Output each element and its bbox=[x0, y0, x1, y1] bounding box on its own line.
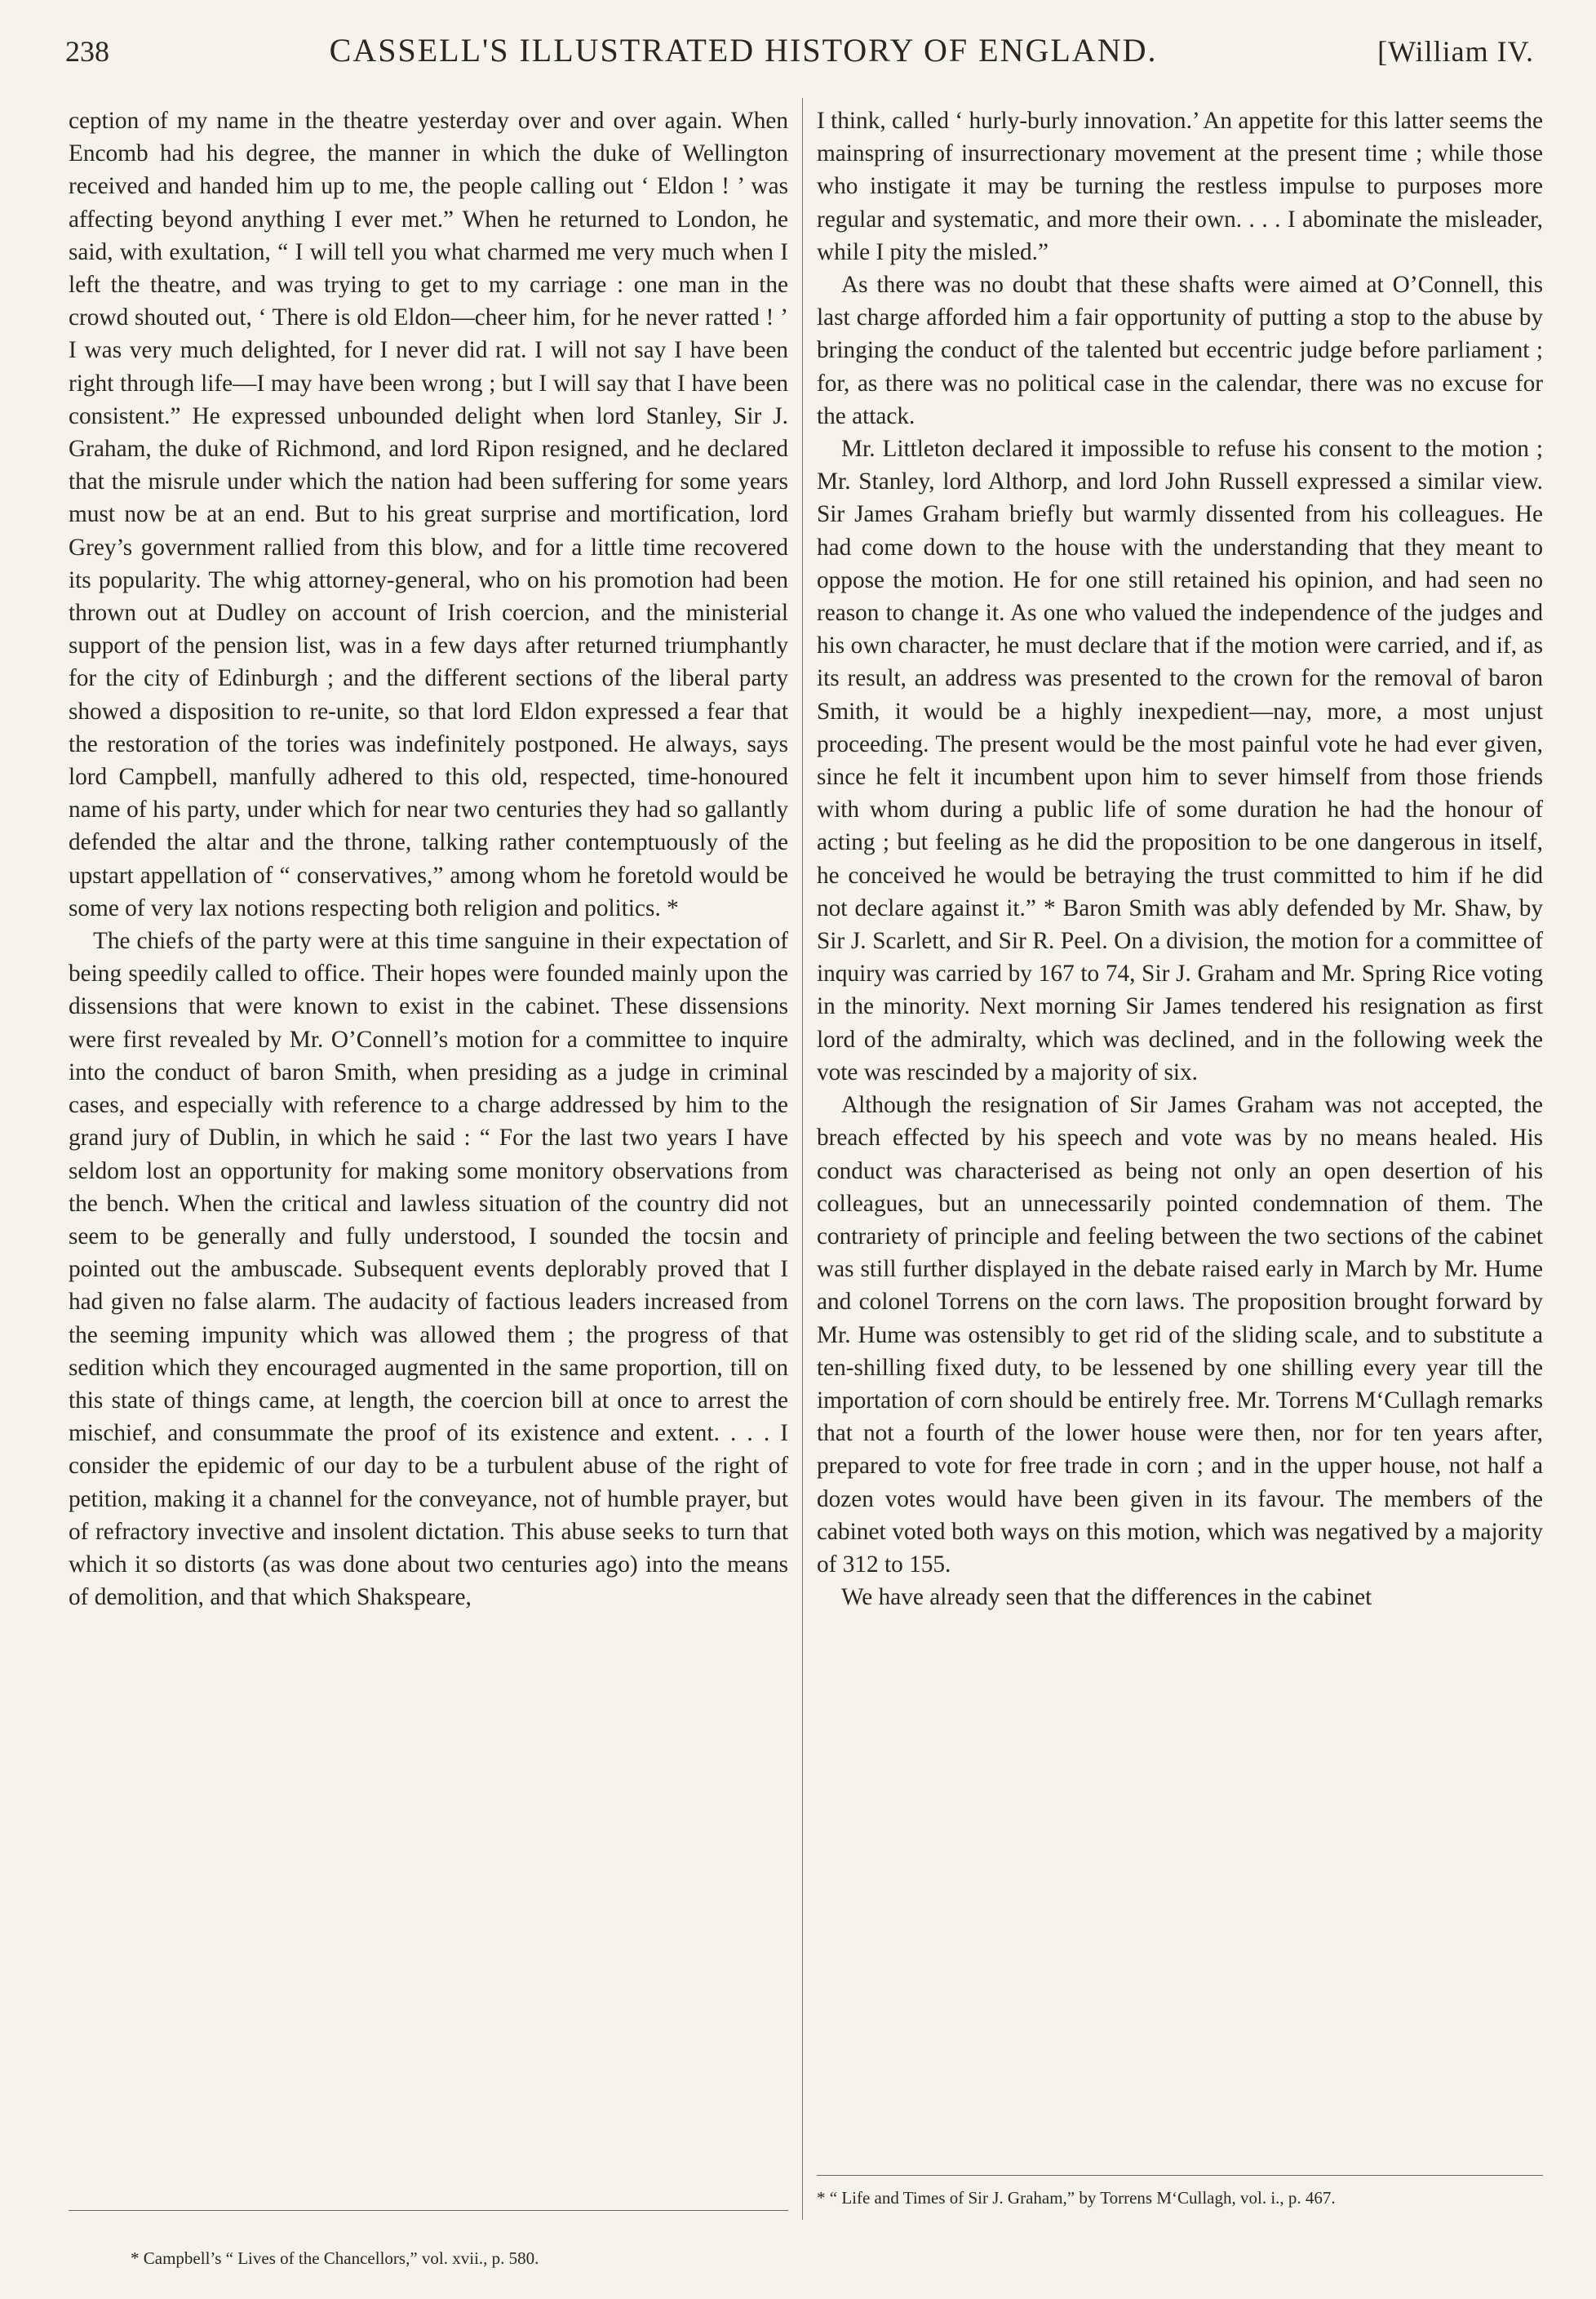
footnote-divider bbox=[817, 2175, 1543, 2176]
page-number: 238 bbox=[65, 35, 109, 68]
paragraph: The chiefs of the party were at this time sanguine in their expectation of being speedily called to office. Their hopes were founded mainly upon the dissensions that were known to exist in the cabinet. These dissensions were first revealed by Mr. O’Connell’s motion for a committee to inquire into the conduct of baron Smith, when presiding as a judge in criminal cases, and especially with reference to a charge addressed by him to the grand jury of Dublin, in which he said : “ For the last two years I have seldom lost an opportunity for making some monitory observations from the bench. When the critical and lawless situation of the country did not seem to be generally and fully understood, I sounded the tocsin and pointed out the ambuscade. Subsequent events deplorably proved that I had given no false alarm. The audacity of factious leaders increased from the seeming impunity which was allowed them ; the progress of that sedition which they encouraged augmented in the same proportion, till on this state of things came, at length, the coercion bill at once to arrest the mischief, and consummate the proof of its existence and extent. . . . I consider the epidemic of our day to be a turbulent abuse of the right of petition, making it a channel for the conveyance, not of humble prayer, but of refractory invective and insolent dictation. This abuse seeks to turn that which it so distorts (as was done about two centuries ago) into the means of demolition, and that which Shakspeare, bbox=[69, 928, 788, 1611]
paragraph: Mr. Littleton declared it impossible to refuse his consent to the motion ; Mr. Stanley, lord Althorp, and lord John Russell expressed a similar view. Sir James Graham briefly but warmly dissented from his colleagues. He had come down to the house with the understanding that they meant to oppose the motion. He for one still retained his opinion, and had seen no reason to change it. As one who valued the independence of the judges and his own character, he must declare that if the motion were carried, and if, as its result, an address was presented to the crown for the removal of baron Smith, it would be a highly inexpedient—nay, more, a most unjust proceeding. The present would be the most painful vote he had ever given, since he felt it incumbent upon him to sever himself from those friends with whom during a public life of some duration he had the honour of acting ; but feeling as he did the proposition to be one dangerous in itself, he conceived he would be betraying the trust committed to him if he did not declare against it.” * Baron Smith was ably defended by Mr. Shaw, by Sir J. Scarlett, and Sir R. Peel. On a division, the motion for a committee of inquiry was carried by 167 to 74, Sir J. Graham and Mr. Spring Rice voting in the minority. Next morning Sir James tendered his resignation as first lord of the admiralty, which was declined, and in the following week the vote was rescinded by a majority of six. bbox=[817, 436, 1543, 1085]
section-label: [William IV. bbox=[1377, 35, 1534, 68]
paragraph: We have already seen that the differences in the cabinet bbox=[841, 1584, 1372, 1611]
paragraph: ception of my name in the theatre yesterday over and over again. When Encomb had his degree, the manner in which the duke of Wellington received and handed him up to me, the people calling out ‘ Eldon ! ’ was affecting beyond anything I ever met.” When he returned to London, he said, with exultation, “ I will tell you what charmed me very much when I left the theatre, and was trying to get to my carriage : one man in the crowd shouted out, ‘ There is old Eldon—cheer him, for he never ratted ! ’ I was very much delighted, for I never did rat. I will not say I have been right through life—I may have been wrong ; but I will say that I have been consistent.” He expressed unbounded delight when lord Stanley, Sir J. Graham, the duke of Richmond, and lord Ripon resigned, and he declared that the misrule under which the nation had been suffering for some years must now be at an end. But to his great surprise and mortification, lord Grey’s government rallied from this blow, and for a little time recovered its popularity. The whig attorney-general, who on his promotion had been thrown out at Dudley on account of Irish coercion, and the ministerial support of the pension list, was in a few days after returned triumphantly for the city of Edinburgh ; and the different sections of the liberal party showed a disposition to re-unite, so that lord Eldon expressed a fear that the restoration of the tories was indefinitely postponed. He always, says lord Campbell, manfully adhered to this old, respected, time-honoured name of his party, under which for near two centuries they had so gallantly defended the altar and the throne, talking rather contemptuously of the upstart appellation of “ conservatives,” among whom he foretold would be some of very lax notions respecting both religion and politics. * bbox=[69, 108, 788, 921]
footnote-right: * “ Life and Times of Sir J. Graham,” by Torrens M‘Cullagh, vol. i., p. 467. bbox=[817, 2188, 1336, 2208]
paragraph: As there was no doubt that these shafts were aimed at O’Connell, this last charge afforded him a fair opportunity of putting a stop to the abuse by bringing the conduct of the talented but eccentric judge before parliament ; for, as there was no political case in the calendar, there was no excuse for the attack. bbox=[817, 272, 1543, 429]
running-title: CASSELL'S ILLUSTRATED HISTORY OF ENGLAND. bbox=[329, 32, 1158, 69]
footnote-divider bbox=[69, 2210, 788, 2211]
footnote-left: * Campbell’s “ Lives of the Chancellors,” vol. xvii., p. 580. bbox=[131, 2248, 539, 2268]
running-header bbox=[65, 31, 1534, 80]
right-column bbox=[817, 104, 1543, 1613]
paragraph: I think, called ‘ hurly-burly innovation.’ An appetite for this latter seems the mainspring of insurrectionary movement at the present time ; while those who instigate it may be turning the restless impulse to purposes more regular and systematic, and more their own. . . . I abominate the misleader, while I pity the misled.” bbox=[817, 108, 1543, 265]
left-column bbox=[69, 104, 788, 1613]
paragraph: Although the resignation of Sir James Graham was not accepted, the breach effected by his speech and vote was by no means healed. His conduct was characterised as being not only an open desertion of his colleagues, but an unnecessarily pointed condemnation of them. The contrariety of principle and feeling between the two sections of the cabinet was still further displayed in the debate raised early in March by Mr. Hume and colonel Torrens on the corn laws. The proposition brought forward by Mr. Hume was ostensibly to get rid of the sliding scale, and to substitute a ten-shilling fixed duty, to be lessened by one shilling every year till the importation of corn should be entirely free. Mr. Torrens M‘Cullagh remarks that not a fourth of the lower house were then, nor for ten years after, prepared to vote for free trade in corn ; and in the upper house, not half a dozen votes would have been given in its favour. The members of the cabinet voted both ways on this motion, which was negatived by a majority of 312 to 155. bbox=[817, 1092, 1543, 1578]
column-divider bbox=[802, 98, 803, 2220]
